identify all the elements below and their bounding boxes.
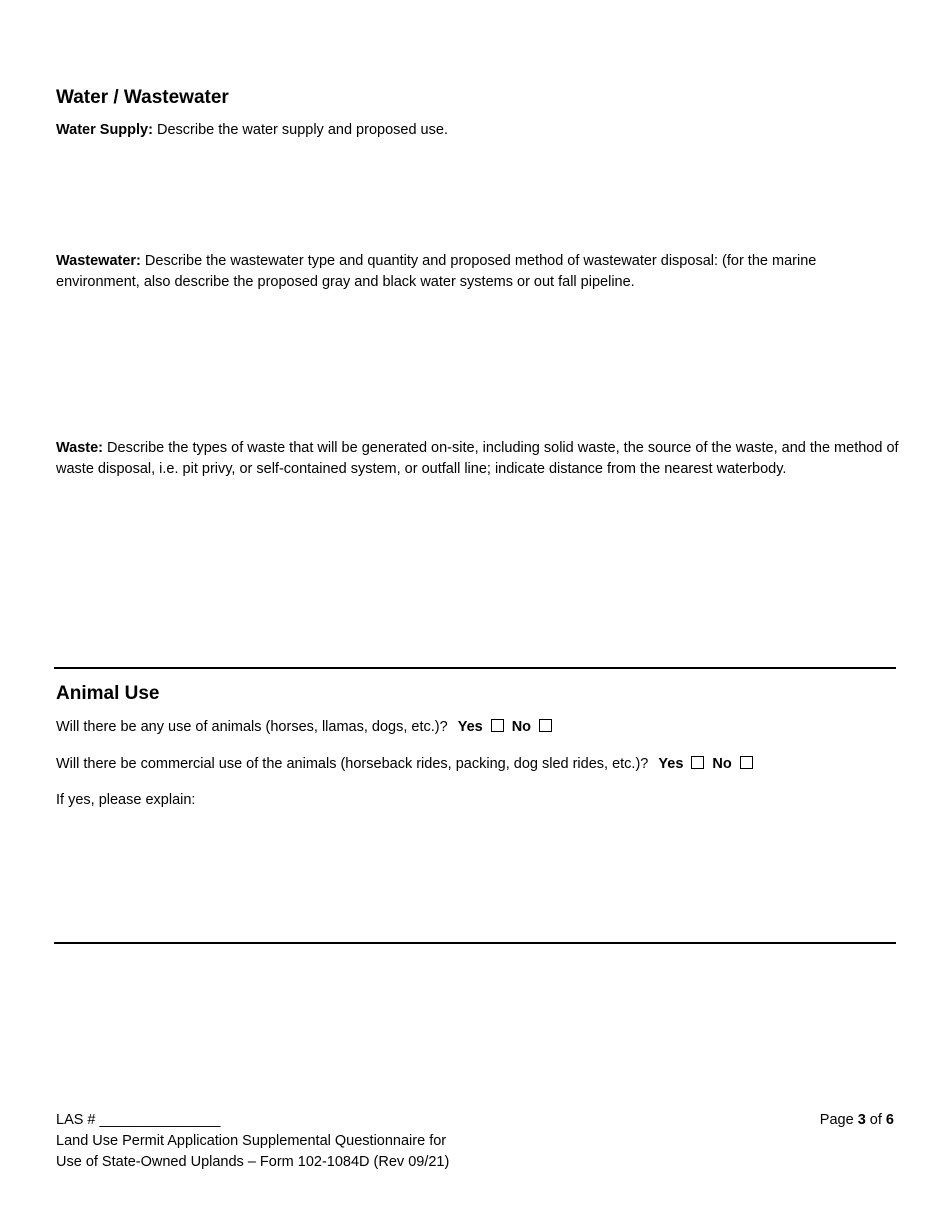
wastewater-text: Describe the wastewater type and quantity and proposed method of wastewater disposal: (for the marine environment, also describe the proposed gray and black water systems or out fall pipeline.: [56, 253, 817, 290]
waste-answer-area[interactable]: [56, 508, 898, 658]
page-current: 3: [857, 1112, 866, 1128]
animal-use-no-label: No: [511, 719, 532, 735]
form-footer: [56, 1110, 449, 1173]
form-title-line-1: Land Use Permit Application Supplemental Questionnaire for: [56, 1133, 447, 1149]
water-supply-label: Water Supply:: [56, 122, 153, 138]
explain-prompt: If yes, please explain:: [56, 792, 196, 808]
water-supply-prompt: [56, 120, 901, 141]
commercial-animal-no-checkbox[interactable]: [740, 756, 753, 769]
explain-answer-area[interactable]: [56, 815, 898, 935]
wastewater-label: Wastewater:: [56, 253, 141, 269]
animal-use-yes-checkbox[interactable]: [491, 719, 504, 732]
animal-section-heading: Animal Use: [56, 683, 160, 704]
wastewater-answer-area[interactable]: [56, 300, 898, 430]
waste-prompt: [56, 438, 901, 480]
water-supply-answer-area[interactable]: [56, 150, 898, 245]
waste-text: Describe the types of waste that will be generated on-site, including solid waste, the source of the waste, and the method of waste disposal, i.e. pit privy, or self-contained system, or outfall line; indicate distance from the nearest waterbody.: [56, 440, 899, 477]
water-section-heading: Water / Wastewater: [56, 87, 229, 108]
commercial-animal-yes-checkbox[interactable]: [691, 756, 704, 769]
page-of: of: [865, 1112, 886, 1128]
animal-use-yes-label: Yes: [457, 719, 483, 735]
commercial-animal-question-text: Will there be commercial use of the animals (horseback rides, packing, dog sled rides, etc.)?: [56, 756, 649, 772]
form-title-line-2: Use of State-Owned Uplands – Form 102-1084D (Rev 09/21): [56, 1154, 450, 1170]
wastewater-prompt: [56, 251, 901, 293]
animal-use-question-text: Will there be any use of animals (horses, llamas, dogs, etc.)?: [56, 719, 448, 735]
water-supply-text: Describe the water supply and proposed use.: [152, 122, 448, 138]
page-number: [820, 1110, 894, 1131]
commercial-animal-yes-label: Yes: [658, 756, 684, 772]
waste-label: Waste:: [56, 440, 103, 456]
page-prefix: Page: [819, 1112, 858, 1128]
animal-use-question: [56, 717, 558, 737]
animal-use-no-checkbox[interactable]: [539, 719, 552, 732]
commercial-animal-no-label: No: [712, 756, 732, 772]
page-total: 6: [885, 1112, 894, 1128]
section-divider-top: [54, 667, 896, 669]
las-number-line: LAS # _______________: [56, 1112, 221, 1128]
section-divider-bottom: [54, 942, 896, 944]
commercial-animal-question: [56, 754, 759, 774]
